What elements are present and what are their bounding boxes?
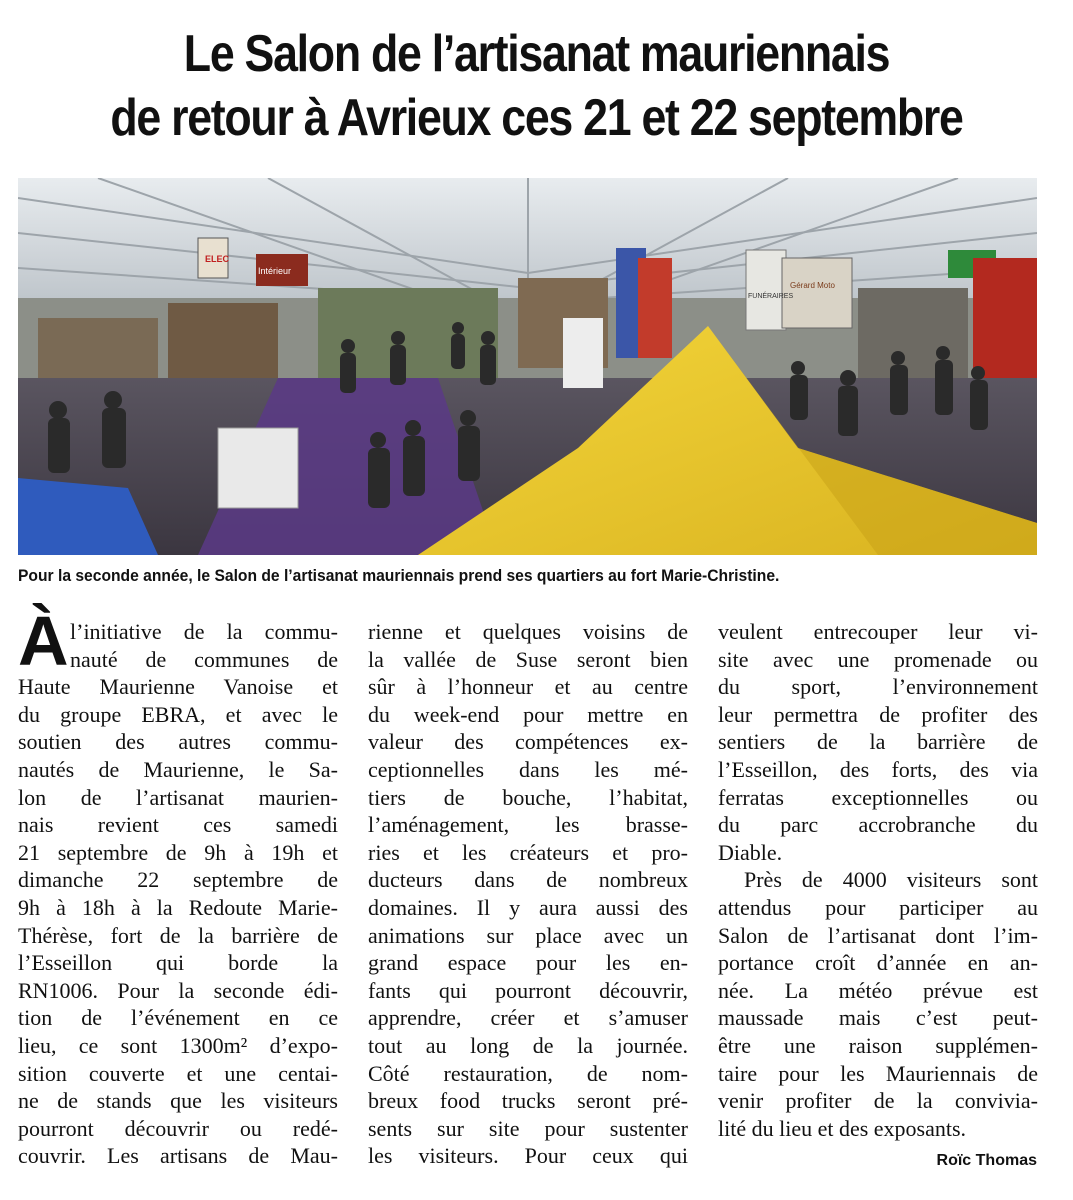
text-line: Thérèse, fort de la barrière de xyxy=(18,922,338,948)
text-line: venir profiter de la convivia- xyxy=(718,1088,1038,1114)
text-line: lieu, ce sont 1300m² d’expo- xyxy=(18,1032,338,1058)
text-line: nautés de Maurienne, le Sa- xyxy=(18,756,338,782)
text-line: du parc accrobranche du xyxy=(718,812,1038,838)
text-line: valeur des compétences ex- xyxy=(368,729,688,755)
text-line: tion de l’événement en ce xyxy=(18,1005,338,1031)
text-line: sition couverte et une centai- xyxy=(18,1060,338,1086)
sign-interieur: Intérieur xyxy=(258,266,292,276)
text-line: ducteurs dans de nombreux xyxy=(368,867,688,893)
text-line: l’Esseillon, des forts, des via xyxy=(718,756,1038,782)
sign-moto: Gérard Moto xyxy=(790,281,835,290)
text-line: leur permettra de profiter des xyxy=(718,701,1038,727)
column-2 xyxy=(368,618,688,1170)
drop-cap: À xyxy=(18,602,69,680)
sign-funeraires: FUNÉRAIRES xyxy=(748,293,794,300)
text-line: la vallée de Suse seront bien xyxy=(368,646,688,672)
sign-elec: ELEC xyxy=(205,254,230,264)
text-line: ries et les créateurs et pro- xyxy=(368,839,688,865)
text-line: Haute Maurienne Vanoise et xyxy=(18,674,338,700)
text-line: taire pour les Mauriennais de xyxy=(718,1060,1038,1086)
byline: Roïc Thomas xyxy=(936,1152,1037,1169)
text-line: ferratas exceptionnelles ou xyxy=(718,784,1038,810)
article-photo xyxy=(18,178,1037,555)
text-line: l’initiative de la commu- xyxy=(70,619,338,644)
booth-sign-3 xyxy=(746,250,786,330)
text-line: nais revient ces samedi xyxy=(18,812,338,838)
text-line: portance croît d’année en an- xyxy=(718,950,1038,976)
text-line: 9h à 18h à la Redoute Marie- xyxy=(18,894,338,920)
text-line: être une raison supplémen- xyxy=(718,1032,1038,1058)
text-line: du week-end pour mettre en xyxy=(368,701,688,727)
text-line: née. La météo prévue est xyxy=(718,977,1038,1003)
text-line: grand espace pour les en- xyxy=(368,950,688,976)
text-line: sentiers de la barrière de xyxy=(718,729,1038,755)
text-line: tout au long de la journée. xyxy=(368,1032,688,1058)
text-line: Près de 4000 visiteurs sont xyxy=(744,867,1038,893)
text-line: soutien des autres commu- xyxy=(18,729,338,755)
text-line: lité du lieu et des exposants. xyxy=(718,1115,967,1141)
text-line: Diable. xyxy=(718,839,783,865)
text-line: ne de stands que les visiteurs xyxy=(18,1088,338,1114)
text-line: veulent entrecouper leur vi- xyxy=(718,619,1038,644)
text-line: pourront découvrir ou redé- xyxy=(18,1115,338,1141)
text-line: tiers de bouche, l’habitat, xyxy=(368,784,688,810)
text-line: Salon de l’artisanat dont l’im- xyxy=(718,922,1038,948)
text-line: maussade mais c’est peut- xyxy=(718,1005,1038,1031)
text-line: breux food trucks seront pré- xyxy=(368,1088,688,1114)
text-line: sûr à l’honneur et au centre xyxy=(368,674,688,700)
text-line: du sport, l’environnement xyxy=(718,674,1038,700)
text-line: dimanche 22 septembre de xyxy=(18,867,338,893)
text-line: attendus pour participer au xyxy=(718,894,1038,920)
text-line: les visiteurs. Pour ceux qui xyxy=(368,1143,688,1169)
banner-red xyxy=(638,258,672,358)
text-line: rienne et quelques voisins de xyxy=(368,619,688,644)
exhibition-tent-photo xyxy=(18,178,1037,555)
text-line: 21 septembre de 9h à 19h et xyxy=(18,839,338,865)
text-line: l’aménagement, les brasse- xyxy=(368,812,688,838)
text-line: animations sur place avec un xyxy=(368,922,688,948)
headline-line-2: de retour à Avrieux ces 21 et 22 septembre xyxy=(110,89,963,147)
text-line: couvrir. Les artisans de Mau- xyxy=(18,1143,338,1169)
text-line: lon de l’artisanat maurien- xyxy=(18,784,338,810)
text-line: domaines. Il y aura aussi des xyxy=(368,894,688,920)
headline xyxy=(75,22,998,150)
text-line: Côté restauration, de nom- xyxy=(368,1060,688,1086)
headline-line-1: Le Salon de l’artisanat mauriennais xyxy=(183,25,890,83)
text-line: apprendre, créer et s’amuser xyxy=(368,1005,688,1031)
text-line: nauté de communes de xyxy=(70,646,338,672)
text-line: ceptionnelles dans les mé- xyxy=(368,756,688,782)
text-line: fants qui pourront découvrir, xyxy=(368,977,688,1003)
column-1 xyxy=(18,618,338,1170)
text-line: RN1006. Pour la seconde édi- xyxy=(18,977,338,1003)
text-line: site avec une promenade ou xyxy=(718,646,1038,672)
photo-caption: Pour la seconde année, le Salon de l’artisanat mauriennais prend ses quartiers au fort Marie-Christine. xyxy=(18,566,780,585)
column-3 xyxy=(718,618,1038,1142)
text-line: du groupe EBRA, et avec le xyxy=(18,701,338,727)
text-line: sents sur site pour sustenter xyxy=(368,1115,688,1141)
text-line: l’Esseillon qui borde la xyxy=(18,950,338,976)
